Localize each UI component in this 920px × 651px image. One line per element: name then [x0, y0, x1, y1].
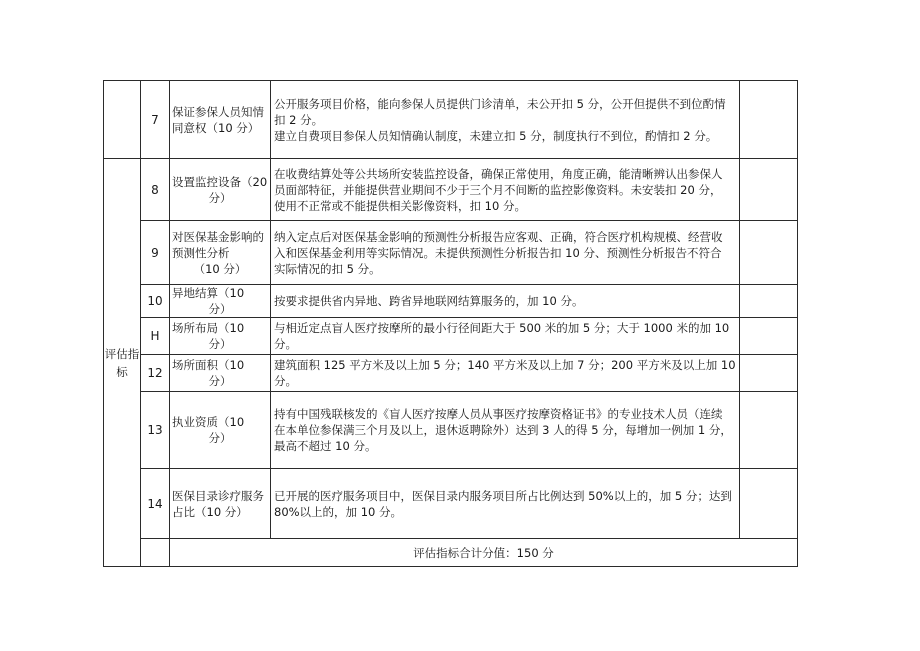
- criteria-line: 纳入定点后对医保基金影响的预测性分析报告应客观、正确，符合医疗机构规模、经营收: [274, 229, 723, 244]
- item-number: 9: [141, 221, 170, 285]
- score-cell: [740, 221, 798, 285]
- item-name-line: 场所布局（10: [172, 321, 245, 335]
- item-name-line: 分）: [208, 190, 232, 205]
- item-name-line: 对医保基金影响的: [172, 229, 264, 244]
- item-number: 13: [141, 392, 170, 469]
- criteria-line: 入和医保基金利用等实际情况。未提供预测性分析报告扣 10 分、预测性分析报告不符合: [274, 245, 722, 260]
- item-name-line: 医保目录诊疗服务: [172, 488, 264, 503]
- item-name-line: 分）: [208, 337, 232, 351]
- item-name-line: 分）: [208, 431, 232, 445]
- score-cell: [740, 81, 798, 159]
- item-number: 7: [141, 81, 170, 159]
- score-cell: [740, 392, 798, 469]
- category-label-line: 评估指: [104, 346, 140, 361]
- criteria-line: 员面部特征，并能提供营业期间不少于三个月不间断的监控影像资料。未安装扣 20 分，: [274, 182, 722, 197]
- item-criteria: [271, 159, 740, 221]
- item-name: [170, 285, 271, 318]
- item-name-line: 占比（10 分）: [172, 504, 248, 519]
- criteria-line: 按要求提供省内异地、跨省异地联网结算服务的，加 10 分。: [274, 294, 584, 308]
- item-name-line: 异地结算（10: [172, 286, 245, 300]
- category-cell: [104, 159, 141, 567]
- item-name-line: 执业资质（10: [172, 415, 245, 429]
- table-row: [104, 318, 798, 355]
- item-number: 8: [141, 159, 170, 221]
- item-name-line: 预测性分析: [172, 245, 230, 260]
- criteria-line: 建立自费项目参保人员知情确认制度，未建立扣 5 分，制度执行不到位，酌情扣 2 分。: [274, 128, 718, 143]
- item-name-line: 设置监控设备（20: [172, 174, 268, 189]
- table-row: [104, 221, 798, 285]
- category-label-line: 标: [116, 364, 128, 379]
- item-name: [170, 81, 271, 159]
- table-row: [104, 81, 798, 159]
- score-cell: [740, 469, 798, 539]
- category-cell-empty: [104, 81, 141, 159]
- table-row: [104, 285, 798, 318]
- criteria-line: 公开服务项目价格，能向参保人员提供门诊清单，未公开扣 5 分，公开但提供不到位酌情: [274, 96, 726, 111]
- criteria-line: 扣 2 分。: [274, 112, 324, 127]
- item-criteria: [271, 221, 740, 285]
- criteria-line: 使用不正常或不能提供相关影像资料，扣 10 分。: [274, 198, 526, 213]
- total-row: [104, 539, 798, 567]
- criteria-line: 80%以上的，加 10 分。: [274, 504, 403, 519]
- item-number: 12: [141, 355, 170, 392]
- criteria-line: 分。: [274, 374, 297, 388]
- table-row: [104, 355, 798, 392]
- criteria-line: 与相近定点盲人医疗按摩所的最小行径间距大于 500 米的加 5 分；大于 1000 米的加 10: [274, 321, 730, 335]
- item-number: H: [141, 318, 170, 355]
- criteria-line: 分。: [274, 337, 297, 351]
- table-row: [104, 469, 798, 539]
- item-name: [170, 392, 271, 469]
- table-row: [104, 159, 798, 221]
- item-name: [170, 318, 271, 355]
- item-number: 14: [141, 469, 170, 539]
- criteria-line: 在本单位参保满三个月及以上，退休返聘除外）达到 3 人的得 5 分，每增加一例加 1 分，: [274, 423, 732, 437]
- criteria-line: 已开展的医疗服务项目中，医保目录内服务项目所占比例达到 50%以上的，加 5 分；达到: [274, 488, 732, 503]
- item-name-line: 分）: [208, 374, 232, 388]
- score-cell: [740, 159, 798, 221]
- criteria-line: 最高不超过 10 分。: [274, 439, 377, 453]
- item-criteria: [271, 355, 740, 392]
- item-name-line: 同意权（10 分）: [172, 120, 260, 135]
- criteria-line: 在收费结算处等公共场所安装监控设备，确保正常使用，角度正确，能清晰辨认出参保人: [274, 166, 723, 181]
- criteria-line: 持有中国残联核发的《盲人医疗按摩人员从事医疗按摩资格证书》的专业技术人员（连续: [274, 407, 723, 421]
- total-empty-cell: [141, 539, 170, 567]
- criteria-line: 实际情况的扣 5 分。: [274, 261, 381, 276]
- total-score: 评估指标合计分值：150 分: [170, 539, 798, 567]
- item-criteria: [271, 469, 740, 539]
- item-name-line: 分）: [208, 302, 232, 316]
- item-name: [170, 355, 271, 392]
- item-name-line: 场所面积（10: [172, 358, 245, 372]
- criteria-line: 建筑面积 125 平方米及以上加 5 分；140 平方米及以上加 7 分；200 平方米及以上加 10: [274, 358, 736, 372]
- item-name-line: （10 分）: [193, 261, 247, 276]
- item-criteria: [271, 318, 740, 355]
- table-row: [104, 392, 798, 469]
- score-cell: [740, 285, 798, 318]
- item-name: [170, 469, 271, 539]
- score-cell: [740, 355, 798, 392]
- item-criteria: [271, 81, 740, 159]
- item-name: [170, 221, 271, 285]
- item-name: [170, 159, 271, 221]
- item-number: 10: [141, 285, 170, 318]
- item-criteria: [271, 285, 740, 318]
- evaluation-table: [103, 80, 798, 567]
- item-criteria: [271, 392, 740, 469]
- item-name-line: 保证参保人员知情: [172, 104, 264, 119]
- score-cell: [740, 318, 798, 355]
